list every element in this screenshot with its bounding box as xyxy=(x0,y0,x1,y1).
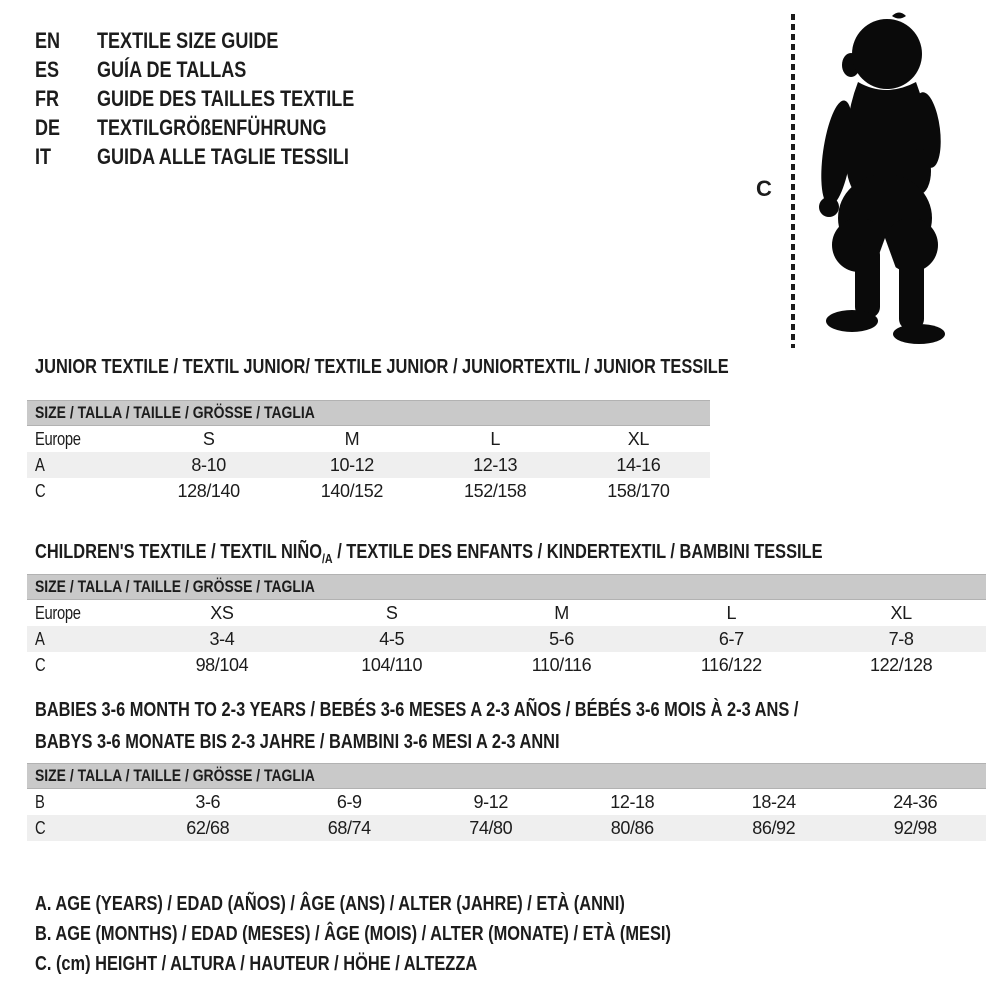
language-code-text: EN xyxy=(35,27,61,53)
babies-row-height xyxy=(27,815,986,841)
row-label-text: C xyxy=(35,480,46,501)
language-code-text: FR xyxy=(35,85,60,111)
babies-section-title xyxy=(35,694,966,758)
language-code-text: DE xyxy=(35,114,61,140)
row-label-text: Europe xyxy=(35,602,81,623)
babies-title-line1-text: BABIES 3-6 MONTH TO 2-3 YEARS / BEBÉS 3-6 MESES A 2-3 AÑOS / BÉBÉS 3-6 MOIS À 2-3 ANS / xyxy=(35,699,799,721)
table-cell: S xyxy=(202,428,215,449)
table-cell: S xyxy=(385,602,398,623)
row-label xyxy=(27,629,137,650)
table-cell: 80/86 xyxy=(610,817,654,838)
table-cell: 5-6 xyxy=(549,628,574,649)
height-measure-label: C xyxy=(756,176,772,201)
table-cell: 9-12 xyxy=(473,791,508,812)
table-cell: 6-7 xyxy=(718,628,744,649)
footnote-c-text: C. (cm) HEIGHT / ALTURA / HAUTEUR / HÖHE / ALTEZZA xyxy=(35,953,478,975)
junior-size-table xyxy=(27,400,710,504)
table-cell: 12-13 xyxy=(473,454,518,475)
language-label xyxy=(97,144,404,170)
children-section-title-text xyxy=(35,540,823,571)
babies-title-line2-text: BABYS 3-6 MONATE BIS 2-3 JAHRE / BAMBINI 3-6 MESI A 2-3 ANNI xyxy=(35,731,560,753)
row-label xyxy=(27,429,137,450)
language-row-it xyxy=(35,142,411,171)
footnote-c xyxy=(35,949,811,979)
table-cell: 62/68 xyxy=(186,817,230,838)
table-cell: 92/98 xyxy=(893,817,937,838)
table-cell: 24-36 xyxy=(893,791,938,812)
language-code xyxy=(35,144,97,170)
junior-section-title xyxy=(35,355,881,379)
row-label-text: B xyxy=(35,791,45,812)
children-title-subscript: /A xyxy=(321,551,333,566)
table-cell: 152/158 xyxy=(463,480,527,501)
row-label-text: C xyxy=(35,654,46,675)
size-header-band xyxy=(27,574,986,600)
children-size-table xyxy=(27,574,986,678)
language-row-de xyxy=(35,113,411,142)
table-cell: 3-6 xyxy=(195,791,221,812)
language-code-text: ES xyxy=(35,56,60,82)
table-cell: 10-12 xyxy=(329,454,374,475)
row-label xyxy=(27,655,137,676)
children-row-europe xyxy=(27,600,986,626)
table-cell: 12-18 xyxy=(610,791,655,812)
table-cell: L xyxy=(726,602,737,623)
row-label-text: A xyxy=(35,628,45,649)
table-cell: 140/152 xyxy=(320,480,383,501)
table-cell: 74/80 xyxy=(469,817,513,838)
table-cell: M xyxy=(344,428,360,449)
footnotes xyxy=(35,889,811,979)
row-label xyxy=(27,455,137,476)
babies-size-table xyxy=(27,763,986,841)
footnote-a-text: A. AGE (YEARS) / EDAD (AÑOS) / ÂGE (ANS) / ALTER (JAHRE) / ETÀ (ANNI) xyxy=(35,893,625,915)
language-label xyxy=(97,86,411,112)
junior-section-title-text: JUNIOR TEXTILE / TEXTIL JUNIOR/ TEXTILE JUNIOR / JUNIORTEXTIL / JUNIOR TESSILE xyxy=(35,356,729,378)
children-row-height xyxy=(27,652,986,678)
table-cell: 116/122 xyxy=(700,654,762,675)
row-label-text: Europe xyxy=(35,428,81,449)
table-cell: M xyxy=(554,602,569,623)
table-cell: 8-10 xyxy=(191,454,226,475)
babies-title-line2 xyxy=(35,726,966,758)
language-header xyxy=(35,26,411,171)
footnote-b xyxy=(35,919,811,949)
table-cell: 98/104 xyxy=(195,654,249,675)
footnote-b-text: B. AGE (MONTHS) / EDAD (MESES) / ÂGE (MOIS) / ALTER (MONATE) / ETÀ (MESI) xyxy=(35,923,671,945)
language-code xyxy=(35,28,97,54)
language-label-text: GUIDE DES TAILLES TEXTILE xyxy=(97,85,355,111)
children-section-title xyxy=(35,540,995,571)
table-cell: 110/116 xyxy=(531,654,592,675)
table-cell: 122/128 xyxy=(869,654,933,675)
footnote-a xyxy=(35,889,811,919)
language-row-fr xyxy=(35,84,411,113)
language-label-text: TEXTILE SIZE GUIDE xyxy=(97,27,279,53)
language-label-text: TEXTILGRÖßENFÜHRUNG xyxy=(97,114,327,140)
row-label xyxy=(27,603,137,624)
language-label xyxy=(97,28,318,54)
height-measure-dotted-line xyxy=(791,14,795,348)
table-cell: 7-8 xyxy=(888,628,914,649)
language-code xyxy=(35,115,97,141)
junior-row-height xyxy=(27,478,710,504)
table-cell: L xyxy=(490,428,500,449)
language-label xyxy=(97,57,279,83)
language-code xyxy=(35,86,97,112)
table-cell: 128/140 xyxy=(177,480,240,501)
table-cell: 158/170 xyxy=(607,480,670,501)
language-label xyxy=(97,115,377,141)
language-row-es xyxy=(35,55,411,84)
size-header-band-text: SIZE / TALLA / TAILLE / GRÖSSE / TAGLIA xyxy=(35,403,315,422)
babies-title-line1 xyxy=(35,694,966,726)
row-label xyxy=(27,792,137,813)
row-label xyxy=(27,818,137,839)
toddler-silhouette-icon xyxy=(806,8,958,346)
size-header-band xyxy=(27,400,710,426)
size-header-band-text: SIZE / TALLA / TAILLE / GRÖSSE / TAGLIA xyxy=(35,577,315,596)
language-label-text: GUÍA DE TALLAS xyxy=(97,56,247,82)
table-cell: XL xyxy=(890,602,912,623)
children-row-age xyxy=(27,626,986,652)
row-label xyxy=(27,481,137,502)
table-cell: 18-24 xyxy=(751,791,796,812)
junior-row-europe xyxy=(27,426,710,452)
children-title-rest: / TEXTILE DES ENFANTS / KINDERTEXTIL / BAMBINI TESSILE xyxy=(332,541,823,563)
language-row-en xyxy=(35,26,411,55)
size-header-band xyxy=(27,763,986,789)
table-cell: 68/74 xyxy=(327,817,371,838)
table-cell: 86/92 xyxy=(752,817,796,838)
language-label-text: GUIDA ALLE TAGLIE TESSILI xyxy=(97,143,349,169)
table-cell: XL xyxy=(627,428,649,449)
table-cell: 104/110 xyxy=(361,654,423,675)
table-cell: 6-9 xyxy=(336,791,362,812)
junior-row-age xyxy=(27,452,710,478)
table-cell: XS xyxy=(210,602,234,623)
table-cell: 14-16 xyxy=(616,454,661,475)
babies-row-age-months xyxy=(27,789,986,815)
size-header-band-text: SIZE / TALLA / TAILLE / GRÖSSE / TAGLIA xyxy=(35,766,315,785)
language-code xyxy=(35,57,97,83)
children-title-main: CHILDREN'S TEXTILE / TEXTIL NIÑO xyxy=(35,541,322,563)
table-cell: 3-4 xyxy=(209,628,235,649)
row-label-text: C xyxy=(35,817,46,838)
row-label-text: A xyxy=(35,454,45,475)
table-cell: 4-5 xyxy=(379,628,405,649)
language-code-text: IT xyxy=(35,143,52,169)
